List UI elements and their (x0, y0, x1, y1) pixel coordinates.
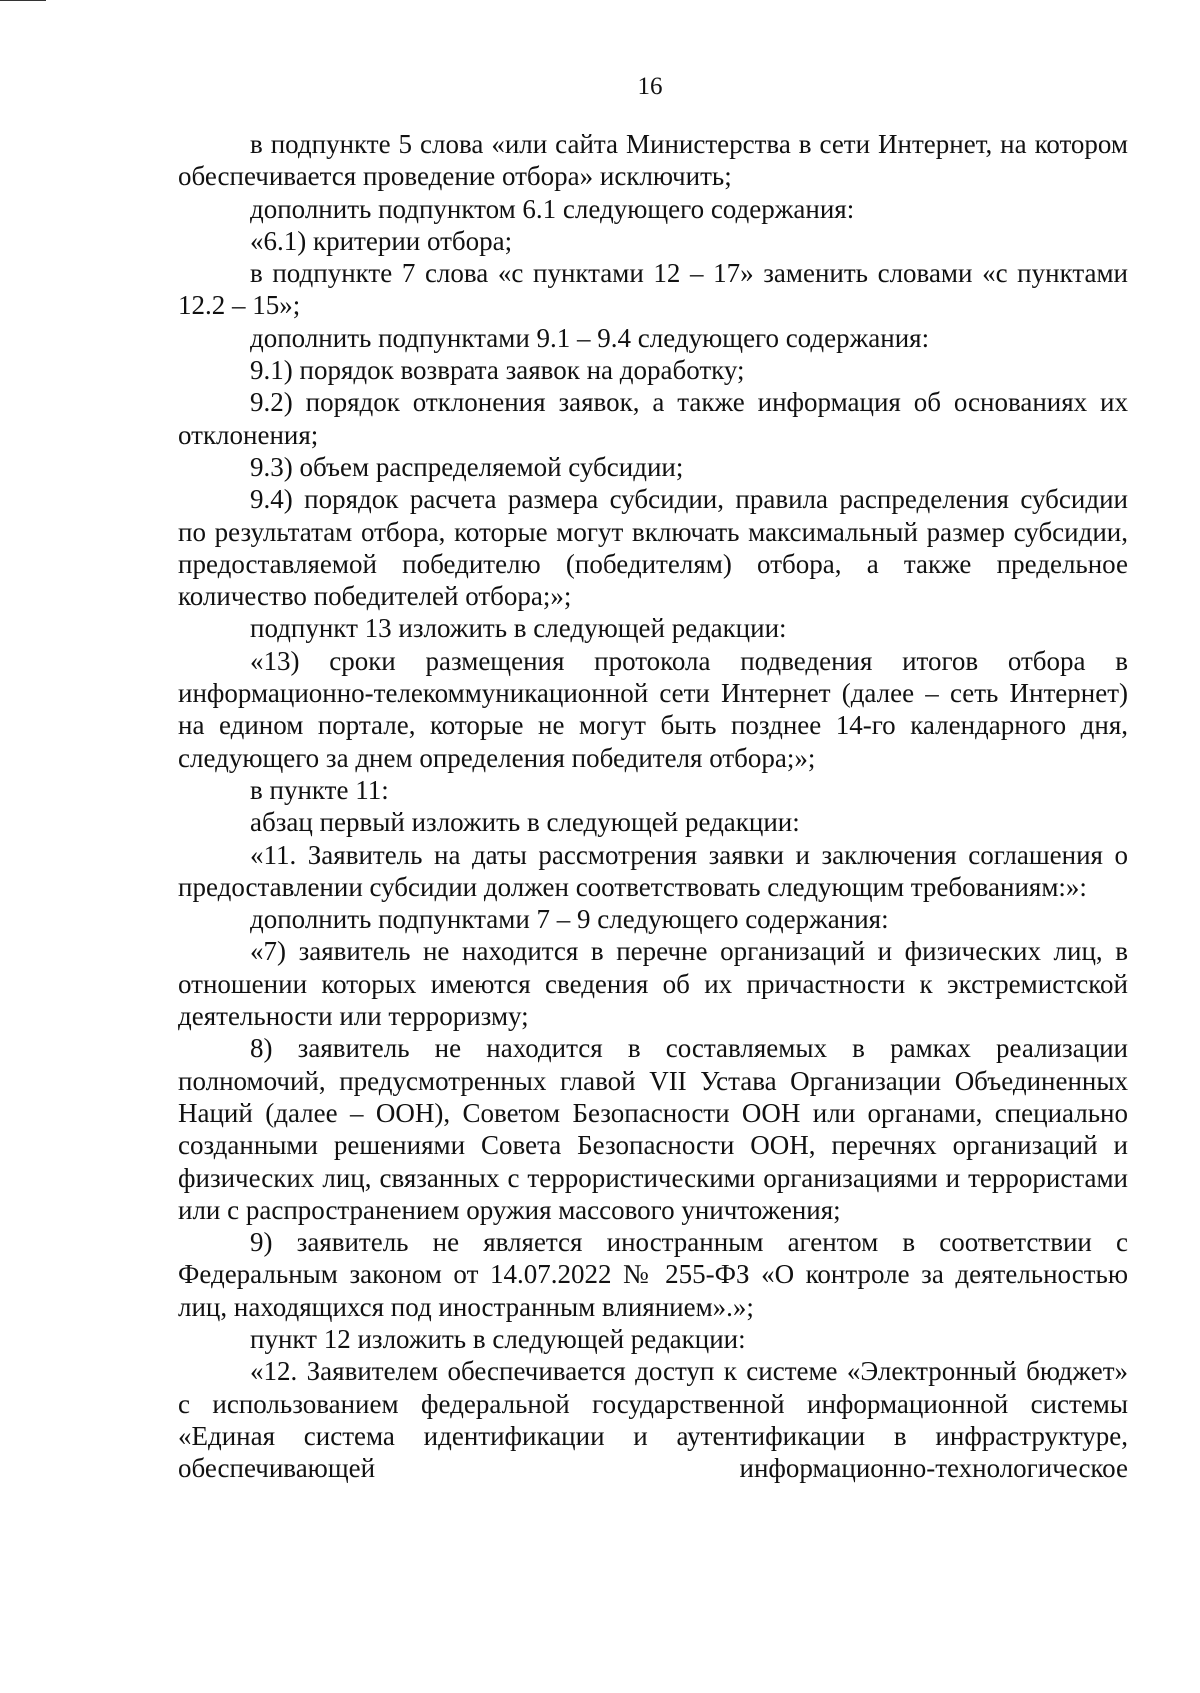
paragraph: в подпункте 5 слова «или сайта Министерства в сети Интернет, на котором обеспечивается проведение отбора» исключить; (178, 129, 1128, 192)
paragraph: в подпункте 7 слова «с пунктами 12 – 17» заменить словами «с пунктами 12.2 – 15»; (178, 258, 1128, 321)
scan-corner-mark (0, 0, 46, 1)
paragraph: 9.4) порядок расчета размера субсидии, правила распределения субсидии по результатам отбора, которые могут включать максимальный размер субсидии, предоставляемой победителю (победителям) отбора, а также предельное количество победителей отбора;»; (178, 484, 1128, 612)
paragraph: в пункте 11: (250, 774, 389, 805)
paragraph: дополнить подпунктом 6.1 следующего содержания: (250, 193, 855, 224)
paragraph: «6.1) критерии отбора; (250, 225, 513, 256)
paragraph: дополнить подпунктами 7 – 9 следующего содержания: (250, 904, 889, 935)
paragraph: 9.3) объем распределяемой субсидии; (250, 451, 684, 482)
paragraph: пункт 12 изложить в следующей редакции: (250, 1323, 746, 1354)
paragraph: «13) сроки размещения протокола подведения итогов отбора в информационно-телекоммуникационной сети Интернет (далее – сеть Интернет) на едином портале, которые не могут быть позднее 14-го календарного дня, следующего за днем определения победителя отбора;»; (178, 645, 1128, 773)
paragraph: 9.1) порядок возврата заявок на доработку; (250, 355, 745, 386)
document-body (178, 128, 1128, 1484)
paragraph: подпункт 13 изложить в следующей редакции: (250, 613, 787, 644)
paragraph: «7) заявитель не находится в перечне организаций и физических лиц, в отношении которых имеются сведения об их причастности к экстремистской деятельности или терроризму; (178, 936, 1128, 1032)
paragraph: дополнить подпунктами 9.1 – 9.4 следующего содержания: (250, 322, 930, 353)
paragraph: 8) заявитель не находится в составляемых в рамках реализации полномочий, предусмотренных главой VII Устава Организации Объединенных Наций (далее – ООН), Советом Безопасности ООН или органами, специально созданными решениями Совета Безопасности ООН, перечнях организаций и физических лиц, связанных с террористическими организациями и террористами или с распространением оружия массового уничтожения; (178, 1033, 1128, 1225)
page-number: 16 (637, 73, 663, 100)
paragraph: 9.2) порядок отклонения заявок, а также информация об основаниях их отклонения; (178, 387, 1128, 450)
paragraph: «11. Заявитель на даты рассмотрения заявки и заключения соглашения о предоставлении субсидии должен соответствовать следующим требованиям:»: (178, 839, 1128, 902)
paragraph: 9) заявитель не является иностранным агентом в соответствии с Федеральным законом от 14.07.2022 № 255-ФЗ «О контроле за деятельностью лиц, находящихся под иностранным влиянием».»; (178, 1227, 1128, 1322)
paragraph: «12. Заявителем обеспечивается доступ к системе «Электронный бюджет» с использованием федеральной государственной информационной системы «Единая система идентификации и аутентификации в инфраструктуре, обеспечивающей информационно-технологическое (178, 1356, 1128, 1484)
paragraph: абзац первый изложить в следующей редакции: (250, 807, 800, 838)
